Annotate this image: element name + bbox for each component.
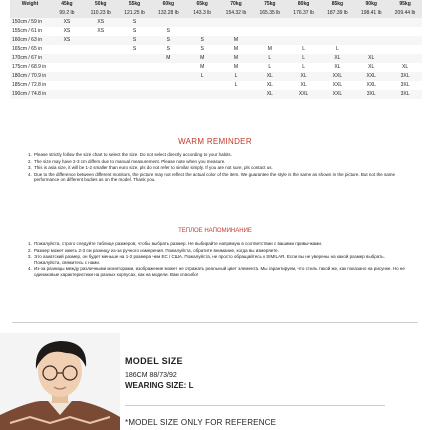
weight-lb-header: 99.2 lb — [50, 9, 84, 18]
table-row — [10, 63, 422, 72]
size-cell — [185, 90, 219, 99]
wearing-size-value: L — [188, 381, 194, 390]
note-number: 3. — [28, 165, 32, 171]
russian-reminder-title: ТЕПЛОЕ НАПОМИНАНИЕ — [178, 228, 252, 234]
size-cell: L — [185, 72, 219, 81]
size-cell — [84, 54, 118, 63]
size-cell — [50, 45, 84, 54]
height-label: 190cm / 74.8 in — [10, 90, 50, 99]
size-cell: S — [118, 45, 152, 54]
size-cell — [84, 81, 118, 90]
table-row — [10, 72, 422, 81]
note-text: Это азиатский размер, он будет меньше на 1-2 размера чем EC / США. Пожалуйста, не просто обращайтесь к SIMILAR. Если вы не уверены на какой размер выбрать. Пожалуйста, свяжитесь с нами. — [34, 254, 385, 265]
size-cell: XXL — [287, 90, 321, 99]
size-cell — [321, 36, 355, 45]
size-cell: L — [287, 45, 321, 54]
size-cell — [84, 90, 118, 99]
table-row — [10, 81, 422, 90]
weight-kg-header: 50kg — [84, 0, 118, 9]
weight-kg-header: 80kg — [287, 0, 321, 9]
weight-kg-header: 70kg — [219, 0, 253, 9]
size-cell — [354, 45, 388, 54]
weight-kg-header: 95kg — [388, 0, 422, 9]
size-cell — [151, 18, 185, 27]
wearing-size — [125, 381, 193, 390]
divider — [125, 405, 385, 406]
size-cell: XL — [321, 63, 355, 72]
table-row — [10, 36, 422, 45]
size-cell — [287, 36, 321, 45]
size-cell: XL — [253, 90, 287, 99]
note-text: Due to the difference between different monitors, the picture may not reflect the actual color of the item. We guarantee the style is the same as shown in the picture. But not the same performance on different bodies as on the model. Thank you. — [34, 171, 395, 183]
note-number: 1. — [28, 241, 32, 246]
note-text: Из-за разницы между различными мониторами, изображение может не отражать реальный цвет элемента. Мы гарантируем, что стиль такой же, как показано на рисунке. Но не одинаковые характеристики на разных корпусах, как на модели. Вам спасибо! — [34, 266, 405, 277]
note-item — [28, 159, 410, 165]
size-cell: S — [185, 45, 219, 54]
size-cell: XL — [253, 72, 287, 81]
size-cell: S — [118, 36, 152, 45]
size-cell — [118, 90, 152, 99]
size-cell — [185, 18, 219, 27]
size-cell: XXL — [321, 81, 355, 90]
size-cell: XS — [50, 18, 84, 27]
size-cell — [253, 36, 287, 45]
size-cell: L — [219, 81, 253, 90]
weight-lb-header: 110.23 lb — [84, 9, 118, 18]
size-cell — [354, 18, 388, 27]
model-size-heading: MODEL SIZE — [125, 356, 183, 366]
weight-kg-header: 65kg — [185, 0, 219, 9]
note-text: Размер может иметь 2-3 см разницу из-за ручного измерения. Пожалуйста, обратите внимание, когда вы измеряете. — [34, 247, 279, 253]
weight-kg-header: 45kg — [50, 0, 84, 9]
size-cell: M — [185, 63, 219, 72]
size-cell — [118, 63, 152, 72]
note-number: 2. — [28, 247, 32, 253]
weight-kg-header: 90kg — [354, 0, 388, 9]
height-label: 175cm / 68.9 in — [10, 63, 50, 72]
size-cell — [388, 36, 422, 45]
divider — [12, 322, 418, 323]
size-cell: L — [287, 54, 321, 63]
size-cell: XS — [50, 27, 84, 36]
russian-reminder-notes — [28, 241, 410, 279]
size-cell — [118, 72, 152, 81]
note-text: Пожалуйста, строго следуйте таблице размеров, чтобы выбрать размер. Не выбирайте напрямую в соответствии с вашими привычками. — [34, 241, 323, 246]
size-cell: XS — [50, 36, 84, 45]
size-cell — [354, 36, 388, 45]
size-cell: M — [219, 63, 253, 72]
size-cell: S — [151, 36, 185, 45]
size-cell — [50, 90, 84, 99]
weight-lb-header: 121.25 lb — [118, 9, 152, 18]
table-row — [10, 18, 422, 27]
weight-lb-header: 154.32 lb — [219, 9, 253, 18]
height-label: 150cm / 59 in — [10, 18, 50, 27]
note-number: 3. — [28, 254, 32, 260]
size-cell: XL — [287, 81, 321, 90]
size-cell — [84, 63, 118, 72]
size-cell: XL — [321, 54, 355, 63]
size-cell — [118, 81, 152, 90]
size-cell — [84, 72, 118, 81]
model-photo — [0, 333, 120, 430]
height-label: 185cm / 72.8 in — [10, 81, 50, 90]
table-row — [10, 27, 422, 36]
weight-kg-header: 75kg — [253, 0, 287, 9]
size-cell: M — [185, 54, 219, 63]
size-cell: S — [151, 45, 185, 54]
size-cell — [388, 54, 422, 63]
size-cell: S — [151, 27, 185, 36]
size-cell: L — [253, 63, 287, 72]
size-chart-table — [10, 0, 422, 99]
note-item — [28, 254, 410, 265]
size-cell — [151, 81, 185, 90]
size-cell: 3XL — [388, 81, 422, 90]
size-cell — [185, 81, 219, 90]
weight-lb-header: 209.44 lb — [388, 9, 422, 18]
size-cell — [84, 36, 118, 45]
weight-lb-header: 198.41 lb — [354, 9, 388, 18]
size-cell: XL — [388, 63, 422, 72]
weight-kg-header: 85kg — [321, 0, 355, 9]
size-cell — [185, 27, 219, 36]
size-cell — [287, 27, 321, 36]
table-row — [10, 90, 422, 99]
size-cell: XXL — [321, 90, 355, 99]
note-item — [28, 165, 410, 171]
size-cell: M — [219, 45, 253, 54]
warm-reminder-title: WARM REMINDER — [178, 137, 252, 146]
size-cell — [84, 45, 118, 54]
size-cell: 3XL — [388, 72, 422, 81]
height-label: 165cm / 65 in — [10, 45, 50, 54]
size-cell — [50, 72, 84, 81]
size-cell — [219, 90, 253, 99]
size-chart-body — [10, 18, 422, 99]
weight-lb-header: 165.35 lb — [253, 9, 287, 18]
note-number: 2. — [28, 158, 32, 164]
size-cell — [118, 54, 152, 63]
weight-lb-header: 132.28 lb — [151, 9, 185, 18]
size-cell: L — [321, 45, 355, 54]
weight-label-spacer — [10, 9, 50, 18]
size-cell: L — [219, 72, 253, 81]
size-cell — [388, 45, 422, 54]
size-cell: L — [287, 63, 321, 72]
size-cell: XL — [253, 81, 287, 90]
size-cell — [253, 18, 287, 27]
size-cell — [321, 27, 355, 36]
size-cell — [219, 27, 253, 36]
size-cell: XS — [84, 18, 118, 27]
size-cell: M — [253, 45, 287, 54]
size-cell — [321, 18, 355, 27]
note-item — [28, 172, 410, 183]
size-cell: 3XL — [388, 90, 422, 99]
size-cell: XS — [84, 27, 118, 36]
note-number: 4. — [28, 171, 32, 177]
table-row — [10, 45, 422, 54]
size-cell: XXL — [354, 81, 388, 90]
weight-lb-header: 187.39 lb — [321, 9, 355, 18]
note-item — [28, 152, 410, 158]
size-cell — [151, 90, 185, 99]
note-item — [28, 248, 410, 254]
warm-reminder-notes — [28, 152, 410, 184]
size-cell: M — [219, 36, 253, 45]
model-measurements: 186CM 88/73/92 — [125, 372, 177, 379]
weight-lb-header: 176.37 lb — [287, 9, 321, 18]
size-chart-header-lb — [10, 9, 422, 18]
note-text: The size may have 2-3 cm differs due to manual measurement. Please note when you measure. — [34, 158, 226, 164]
height-label: 170cm / 67 in — [10, 54, 50, 63]
height-label: 155cm / 61 in — [10, 27, 50, 36]
size-cell: S — [118, 18, 152, 27]
wearing-size-label: WEARING SIZE: — [125, 381, 187, 390]
size-cell: 3XL — [354, 90, 388, 99]
size-cell — [287, 18, 321, 27]
size-cell — [388, 18, 422, 27]
size-cell: XL — [354, 54, 388, 63]
size-cell — [151, 63, 185, 72]
model-size-note: *MODEL SIZE ONLY FOR REFERENCE — [125, 418, 277, 427]
size-cell — [50, 63, 84, 72]
note-item — [28, 241, 410, 247]
height-label: 180cm / 70.9 in — [10, 72, 50, 81]
note-item — [28, 266, 410, 277]
size-cell: XXL — [354, 72, 388, 81]
size-cell: XL — [287, 72, 321, 81]
table-row — [10, 54, 422, 63]
size-chart-header-kg — [10, 0, 422, 9]
size-cell: L — [253, 54, 287, 63]
weight-lb-header: 143.3 lb — [185, 9, 219, 18]
weight-kg-header: 55kg — [118, 0, 152, 9]
size-cell — [354, 27, 388, 36]
note-number: 4. — [28, 266, 32, 272]
note-text: This is asia size, it will be 1-2 smaller than euro size, pls do not refer to similar simply. If you are not sure, pls contact us. — [34, 165, 273, 171]
note-number: 1. — [28, 152, 32, 157]
size-cell: XL — [354, 63, 388, 72]
size-cell: M — [219, 54, 253, 63]
size-cell — [50, 54, 84, 63]
size-cell: S — [185, 36, 219, 45]
weight-kg-header: 60kg — [151, 0, 185, 9]
size-cell: XXL — [321, 72, 355, 81]
weight-label: Weight — [10, 0, 50, 9]
size-cell — [253, 27, 287, 36]
size-cell — [151, 72, 185, 81]
note-text: Please strictly follow the size chart to select the size. Do not select directly according to your habits. — [34, 152, 232, 157]
size-cell — [50, 81, 84, 90]
size-cell — [388, 27, 422, 36]
size-cell: S — [118, 27, 152, 36]
size-cell: M — [151, 54, 185, 63]
height-label: 160cm / 63 in — [10, 36, 50, 45]
size-cell — [219, 18, 253, 27]
